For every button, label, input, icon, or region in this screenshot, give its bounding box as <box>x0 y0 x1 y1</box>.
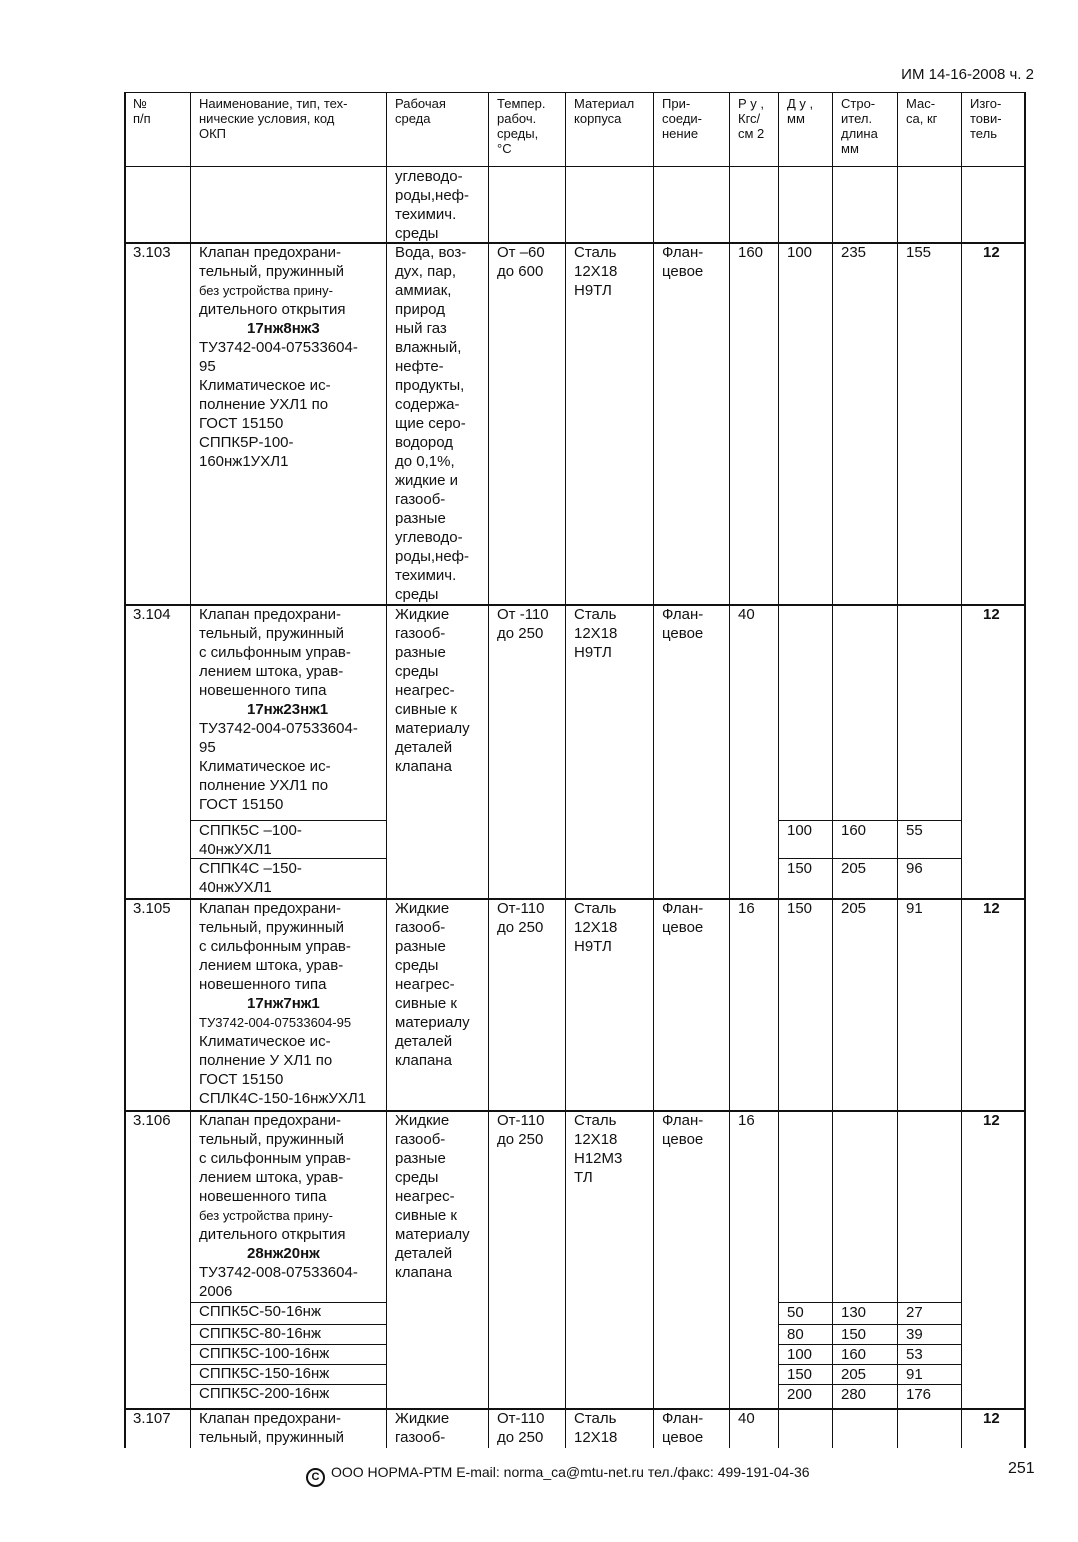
pressure-cell: 160 <box>738 244 764 261</box>
face-length-cell: 160 <box>841 1346 867 1363</box>
name-line: тельный, пружинный <box>199 263 344 280</box>
sub-row-line <box>778 1302 961 1303</box>
table-horizontal-line <box>124 92 1025 93</box>
nominal-diameter-cell: 200 <box>787 1386 813 1403</box>
name-line: 17нж7нж1 <box>247 995 320 1012</box>
table-horizontal-line <box>124 1110 1025 1112</box>
column-header: Рабочая среда <box>395 96 446 126</box>
sub-row-line <box>778 820 961 821</box>
name-cell <box>190 1408 386 1448</box>
material-cell: Сталь 12Х18 Н9ТЛ <box>574 606 618 661</box>
table-vertical-line <box>832 92 833 1448</box>
name-line: Климатическое ис- <box>199 1033 331 1050</box>
sub-row-line <box>778 1384 961 1385</box>
face-length-cell: 130 <box>841 1304 867 1321</box>
name-line: тельный, пружинный <box>199 1429 344 1446</box>
name-line: ТУ3742-008-07533604- <box>199 1264 358 1281</box>
name-line: полнение УХЛ1 по <box>199 396 329 413</box>
temperature-cell: От-110 до 250 <box>497 1410 545 1446</box>
name-line: ГОСТ 15150 <box>199 415 284 432</box>
copyright-icon: С <box>306 1468 325 1487</box>
table-horizontal-line <box>124 1408 1025 1410</box>
column-header: Материал корпуса <box>574 96 635 126</box>
connection-cell: Флан- цевое <box>662 900 704 936</box>
table-vertical-line <box>190 92 191 1448</box>
sub-row-line <box>778 1324 961 1325</box>
manufacturer-cell: 12 <box>983 1112 1000 1129</box>
material-cell: Сталь 12Х18 Н9ТЛ <box>574 900 618 955</box>
table-vertical-line <box>653 92 654 1448</box>
table-horizontal-line <box>124 166 1025 167</box>
name-line: ТУ3742-004-07533604- <box>199 339 358 356</box>
column-header: Изго- тови- тель <box>970 96 1002 141</box>
manufacturer-cell: 12 <box>983 606 1000 623</box>
table-horizontal-line <box>124 242 1025 244</box>
nominal-diameter-cell: 50 <box>787 1304 804 1321</box>
material-cell: Сталь 12Х18 Н12М3 ТЛ <box>574 1112 623 1186</box>
table-vertical-line <box>386 92 387 1448</box>
name-line: тельный, пружинный <box>199 1131 344 1148</box>
sub-row-line <box>190 1344 386 1345</box>
name-line: Клапан предохрани- <box>199 1410 341 1427</box>
pressure-cell: 40 <box>738 1410 755 1427</box>
sub-model-name: СППК5С-200-16нж <box>199 1385 330 1402</box>
column-header: № п/п <box>133 96 151 126</box>
temperature-cell: От –60 до 600 <box>497 244 545 280</box>
footer <box>306 1464 810 1487</box>
connection-cell: Флан- цевое <box>662 1112 704 1148</box>
sub-model-name: СППК5С-80-16нж <box>199 1325 321 1342</box>
mass-cell: 91 <box>906 900 923 917</box>
name-line: 2006 <box>199 1283 233 1300</box>
column-header: Наименование, тип, тех- нические условия, код ОКП <box>199 96 348 141</box>
sub-row-line <box>190 858 386 859</box>
sub-row-line <box>778 1364 961 1365</box>
table-vertical-line <box>1024 92 1026 1448</box>
face-length-cell: 205 <box>841 900 867 917</box>
column-header: Д у , мм <box>787 96 814 126</box>
material-cell: Сталь 12Х18 Н9ТЛ <box>574 244 618 299</box>
column-header: Стро- ител. длина мм <box>841 96 878 156</box>
name-line: без устройства прину- <box>199 283 333 298</box>
pressure-cell: 16 <box>738 1112 755 1129</box>
name-cell <box>190 898 386 1110</box>
table-vertical-line <box>729 92 730 1448</box>
mass-cell: 155 <box>906 244 932 261</box>
nominal-diameter-cell: 100 <box>787 822 813 839</box>
temperature-cell: От -110 до 250 <box>497 606 549 642</box>
column-header: Р у , Кгс/ см 2 <box>738 96 765 141</box>
name-line: Климатическое ис- <box>199 758 331 775</box>
name-line: с сильфонным управ- <box>199 1150 351 1167</box>
mass-cell: 96 <box>906 860 923 877</box>
face-length-cell: 150 <box>841 1326 867 1343</box>
nominal-diameter-cell: 150 <box>787 1366 813 1383</box>
name-line: дительного открытия <box>199 301 346 318</box>
name-line: полнение У ХЛ1 по <box>199 1052 333 1069</box>
row-number: 3.105 <box>133 900 171 917</box>
name-line: новешенного типа <box>199 682 327 699</box>
medium-cell: углеводо- роды,неф- техимич. среды <box>395 168 470 242</box>
sub-row-line <box>190 1384 386 1385</box>
name-line: Клапан предохрани- <box>199 900 341 917</box>
manufacturer-cell: 12 <box>983 244 1000 261</box>
sub-model-name: СППК5С-50-16нж <box>199 1303 321 1320</box>
name-line: 17нж23нж1 <box>247 701 329 718</box>
nominal-diameter-cell: 150 <box>787 860 813 877</box>
name-line: тельный, пружинный <box>199 625 344 642</box>
name-line: новешенного типа <box>199 1188 327 1205</box>
sub-row-line <box>190 1302 386 1303</box>
name-line: 95 <box>199 739 216 756</box>
row-number: 3.106 <box>133 1112 171 1129</box>
sub-row-line <box>190 1324 386 1325</box>
name-line: Климатическое ис- <box>199 377 331 394</box>
face-length-cell: 160 <box>841 822 867 839</box>
name-line: лением штока, урав- <box>199 957 344 974</box>
name-line: с сильфонным управ- <box>199 644 351 661</box>
material-cell: Сталь 12Х18 <box>574 1410 618 1446</box>
table-horizontal-line <box>124 604 1025 606</box>
name-line: 160нж1УХЛ1 <box>199 453 289 470</box>
name-line: Клапан предохрани- <box>199 244 341 261</box>
column-header: Темпер. рабоч. среды, °С <box>497 96 546 156</box>
medium-cell: Жидкие газооб- разные среды неагрес- сивные к материалу деталей клапана <box>395 1112 470 1281</box>
name-line: ГОСТ 15150 <box>199 1071 284 1088</box>
nominal-diameter-cell: 150 <box>787 900 813 917</box>
medium-cell: Жидкие газооб- <box>395 1410 450 1446</box>
table-vertical-line <box>488 92 489 1448</box>
nominal-diameter-cell: 100 <box>787 244 813 261</box>
medium-cell: Вода, воз- дух, пар, аммиак, природ ный газ влажный, нефте- продукты, содержа- щие серо- водород до 0,1%, жидкие и газооб- разные углеводо- роды,неф- техимич. среды <box>395 244 470 603</box>
table-vertical-line <box>897 92 898 1448</box>
name-line: ТУ3742-004-07533604-95 <box>199 1015 352 1030</box>
sub-model-name: СППК5С –100- 40нжУХЛ1 <box>199 822 302 858</box>
temperature-cell: От-110 до 250 <box>497 900 545 936</box>
footer-text: ООО НОРМА-РТМ E-mail: norma_ca@mtu-net.ru тел./факс: 499-191-04-36 <box>331 1464 810 1480</box>
face-length-cell: 235 <box>841 244 867 261</box>
face-length-cell: 205 <box>841 1366 867 1383</box>
row-number: 3.103 <box>133 244 171 261</box>
pressure-cell: 40 <box>738 606 755 623</box>
sub-model-name: СППК4С –150- 40нжУХЛ1 <box>199 860 302 896</box>
table-vertical-line <box>124 92 126 1448</box>
nominal-diameter-cell: 80 <box>787 1326 804 1343</box>
nominal-diameter-cell: 100 <box>787 1346 813 1363</box>
medium-cell: Жидкие газооб- разные среды неагрес- сивные к материалу деталей клапана <box>395 606 470 775</box>
name-line: ТУ3742-004-07533604- <box>199 720 358 737</box>
name-line: лением штока, урав- <box>199 1169 344 1186</box>
connection-cell: Флан- цевое <box>662 244 704 280</box>
name-line: новешенного типа <box>199 976 327 993</box>
sub-row-line <box>778 858 961 859</box>
pressure-cell: 16 <box>738 900 755 917</box>
connection-cell: Флан- цевое <box>662 606 704 642</box>
name-line: тельный, пружинный <box>199 919 344 936</box>
manufacturer-cell: 12 <box>983 900 1000 917</box>
sub-row-line <box>190 820 386 821</box>
sub-row-line <box>778 1344 961 1345</box>
sub-row-line <box>190 1364 386 1365</box>
name-line: Клапан предохрани- <box>199 1112 341 1129</box>
name-line: ГОСТ 15150 <box>199 796 284 813</box>
page-number: 251 <box>1008 1460 1035 1477</box>
mass-cell: 91 <box>906 1366 923 1383</box>
connection-cell: Флан- цевое <box>662 1410 704 1446</box>
face-length-cell: 280 <box>841 1386 867 1403</box>
sub-model-name: СППК5С-100-16нж <box>199 1345 330 1362</box>
name-line: 17нж8нж3 <box>247 320 320 337</box>
face-length-cell: 205 <box>841 860 867 877</box>
column-header: При- соеди- нение <box>662 96 702 141</box>
row-number: 3.104 <box>133 606 171 623</box>
row-number: 3.107 <box>133 1410 171 1427</box>
table-vertical-line <box>565 92 566 1448</box>
column-header: Мас- са, кг <box>906 96 938 126</box>
mass-cell: 176 <box>906 1386 932 1403</box>
name-line: СПЛК4С-150-16нжУХЛ1 <box>199 1090 367 1107</box>
name-line: без устройства прину- <box>199 1208 333 1223</box>
medium-cell: Жидкие газооб- разные среды неагрес- сивные к материалу деталей клапана <box>395 900 470 1069</box>
name-line: 28нж20нж <box>247 1245 320 1262</box>
name-line: Клапан предохрани- <box>199 606 341 623</box>
temperature-cell: От-110 до 250 <box>497 1112 545 1148</box>
name-line: дительного открытия <box>199 1226 346 1243</box>
table-vertical-line <box>961 92 962 1448</box>
name-line: лением штока, урав- <box>199 663 344 680</box>
mass-cell: 27 <box>906 1304 923 1321</box>
mass-cell: 55 <box>906 822 923 839</box>
name-line: с сильфонным управ- <box>199 938 351 955</box>
table-vertical-line <box>778 92 779 1448</box>
mass-cell: 39 <box>906 1326 923 1343</box>
table-horizontal-line <box>124 898 1025 900</box>
doc-header: ИМ 14-16-2008 ч. 2 <box>901 66 1034 83</box>
manufacturer-cell: 12 <box>983 1410 1000 1427</box>
mass-cell: 53 <box>906 1346 923 1363</box>
name-line: СППК5Р-100- <box>199 434 294 451</box>
name-cell <box>190 242 386 604</box>
sub-model-name: СППК5С-150-16нж <box>199 1365 330 1382</box>
equipment-table <box>124 92 1024 1448</box>
name-line: полнение УХЛ1 по <box>199 777 329 794</box>
name-line: 95 <box>199 358 216 375</box>
